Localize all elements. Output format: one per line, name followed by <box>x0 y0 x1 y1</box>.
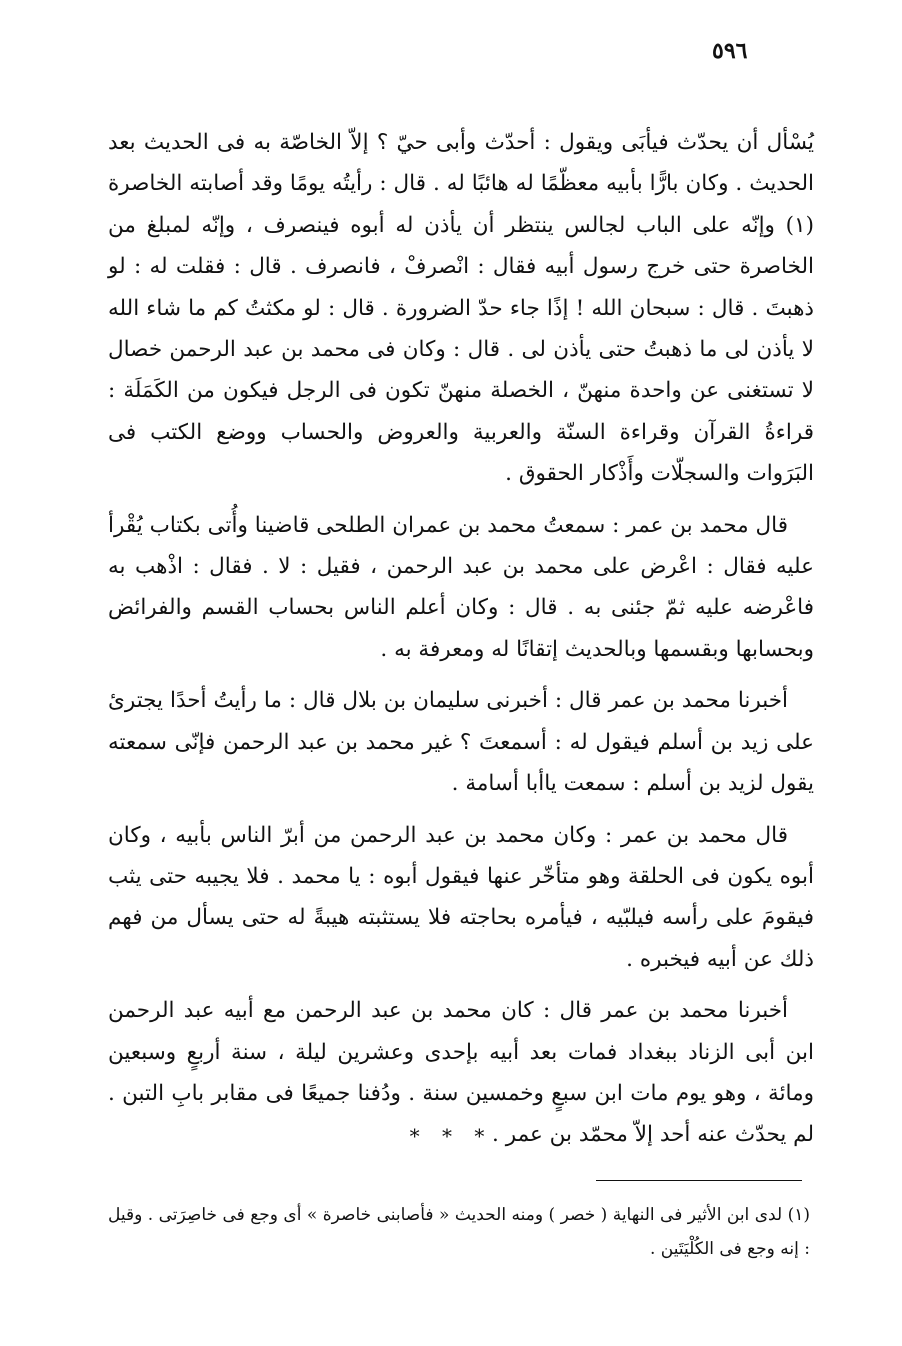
paragraph-2: قال محمد بن عمر : سمعتُ محمد بن عمران الطلحى قاضينا وأُتى بكتاب يُقْرأ عليه فقال : اعْرض على محمد بن عبد الرحمن ، فقيل : لا . فقال : اذْهب به فاعْرضه عليه ثمّ جئنى به . قال : وكان أعلم الناس بحساب القسم والفرائض وبحسابها وبقسمها وبالحديث إتقانًا له ومعرفة به . <box>108 512 814 662</box>
paragraph-4: قال محمد بن عمر : وكان محمد بن عبد الرحمن من أبرّ الناس بأبيه ، وكان أبوه يكون فى الحلقة وهو متأخّر عنها فيقول أبوه : يا محمد . فلا يجيبه حتى يثب فيقومَ على رأسه فيلبّيه ، فيأمره بحاجته فلا يستثبته هيبةً له حتى يسأل من فهم ذلك عن أبيه فيخبره . <box>108 822 814 972</box>
page-number: ٥٩٦ <box>712 38 748 64</box>
section-separator: * * * <box>409 1124 493 1148</box>
footnote-text: (١) لدى ابن الأثير فى النهاية ( خصر ) ومنه الحديث « فأصابنى خاصرة » أى وجع فى خاصِرَتى . وقيل : إنه وجع فى الكُلْيَتَين . <box>108 1205 810 1259</box>
paragraph-3: أخبرنا محمد بن عمر قال : أخبرنى سليمان بن بلال قال : ما رأيتُ أحدًا يجترئ على زيد بن أسلم فيقول له : أسمعتَ ؟ غير محمد بن عبد الرحمن فإنّى سمعته يقول لزيد بن أسلم : سمعت ياأبا أسامة . <box>108 688 814 797</box>
footnote <box>108 1198 810 1266</box>
paragraph-1: يُسْأل أن يحدّث فيأبَى ويقول : أحدّث وأبى حيّ ؟ إلاّ الخاصّة به فى الحديث بعد الحديث . وكان بارًّا بأبيه معظّمًا له هائبًا له . قال : رأيتُه يومًا وقد أصابته الخاصرة (١) وإنّه على الباب لجالس ينتظر أن يأذن له أبوه فينصرف ، وإنّه لمبلغ من الخاصرة حتى خرج رسول أبيه فقال : انْصرفْ ، فانصرف . قال : فقلت له : لو ذهبتَ . قال : سبحان الله ! إذًا جاء حدّ الضرورة . قال : لو مكثتُ كم ما شاء الله لا يأذن لى ما ذهبتُ حتى يأذن لى . قال : وكان فى محمد بن عبد الرحمن خصال لا تستغنى عن واحدة منهنّ ، الخصلة منهنّ تكون فى الرجل فيكون من الكَمَلَة : قراءةُ القرآن وقراءة السنّة والعربية والعروض والحساب ووضع الكتب فى البَرَوات والسجلّات وأَذْكار الحقوق . <box>108 130 814 487</box>
paragraph-5: أخبرنا محمد بن عمر قال : كان محمد بن عبد الرحمن مع أبيه عبد الرحمن ابن أبى الزناد ببغداد فمات بعد أبيه بإحدى وعشرين ليلة ، سنة أربعٍ وسبعين ومائة ، وهو يوم مات ابن سبعٍ وخمسين سنة . ودُفنا جميعًا فى مقابر بابِ التبن . لم يحدّث عنه أحد إلاّ محمّد بن عمر . <box>108 998 814 1148</box>
main-text <box>108 122 814 1166</box>
footnote-divider <box>596 1180 802 1181</box>
